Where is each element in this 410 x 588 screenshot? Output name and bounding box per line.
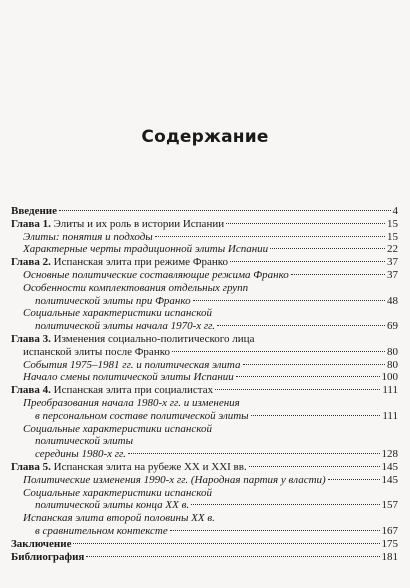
toc-entry-label: Глава 2. [11,256,51,269]
toc-entry-continuation: политической элиты конца XX в. [35,499,190,512]
toc-entry-page-number: 37 [387,256,398,269]
dot-leader [270,248,385,249]
toc-entry-label: Глава 4. [11,384,51,397]
dot-leader [215,389,380,390]
dot-leader [128,453,380,454]
toc-entry-label: Глава 1. [11,217,51,230]
toc-entry-title: Испанская элита при режиме Франко [50,256,229,269]
toc-entry-title: Испанская элита на рубеже XX и XXI вв. [50,460,247,473]
table-of-contents [11,205,398,563]
toc-entry-continuation: в персональном составе политической элиты [35,409,249,422]
toc-entry-page-number: 111 [382,384,398,397]
dot-leader [243,364,385,365]
toc-entry-page-number: 69 [387,320,398,333]
dot-leader [236,376,380,377]
dot-leader [155,236,385,237]
dot-leader [230,261,385,262]
toc-entry [11,282,398,308]
toc-entry-title: Элиты и их роль в истории Испании [50,217,225,230]
toc-entry [11,333,398,359]
toc-entry-title: Испанская элита при социалистах [50,384,214,397]
toc-entry-page-number: 80 [387,345,398,358]
toc-entry [11,307,398,333]
toc-entry-label: События 1975–1981 гг. и политическая элита [23,358,241,371]
dot-leader [226,223,385,224]
toc-entry [11,371,398,384]
toc-entry [11,474,398,487]
dot-leader [249,466,380,467]
toc-entry-label: Заключение [11,537,72,550]
dot-leader [291,274,385,275]
toc-entry-continuation: в сравнительном контексте [35,524,168,537]
toc-entry-label: Социальные характеристики испанской [23,486,212,499]
toc-entry-page-number: 181 [381,550,398,563]
toc-entry-label: Глава 3. [11,332,51,345]
dot-leader [170,530,380,531]
toc-entry-label: Глава 5. [11,460,51,473]
toc-entry [11,551,398,564]
toc-entry-continuation: середины 1980-х гг. [35,448,126,461]
toc-entry-label: Библиография [11,550,85,563]
toc-entry-page-number: 80 [387,358,398,371]
dot-leader [59,210,390,211]
toc-entry-page-number: 175 [381,537,398,550]
toc-entry [11,205,398,218]
toc-entry-page-number: 22 [387,243,398,256]
toc-entry-page-number: 145 [381,473,398,486]
dot-leader [73,543,379,544]
toc-entry-label: Социальные характеристики испанской [23,307,212,320]
toc-entry-page-number: 111 [382,409,398,422]
dot-leader [217,325,385,326]
dot-leader [86,556,379,557]
dot-leader [191,504,379,505]
toc-entry-label: Политические изменения 1990-х гг. (Народная партия у власти) [23,473,326,486]
toc-entry [11,218,398,231]
toc-entry-label: Начало смены политической элиты Испании [23,371,234,384]
toc-entry-label: Элиты: понятия и подходы [23,230,153,243]
toc-entry [11,359,398,372]
toc-entry-page-number: 37 [387,268,398,281]
toc-entry-label: Социальные характеристики испанской [23,422,212,435]
toc-entry-label: Испанская элита второй половины XX в. [23,512,215,525]
toc-entry [11,461,398,474]
page-title: Содержание [141,127,269,147]
toc-entry-label: Характерные черты традиционной элиты Испании [23,243,269,256]
toc-entry [11,269,398,282]
toc-entry [11,487,398,513]
toc-entry-page-number: 15 [387,230,398,243]
toc-entry-continuation: политической элиты [35,435,134,448]
toc-entry-continuation: политической элиты начала 1970-х гг. [35,320,216,333]
toc-entry [11,512,398,538]
toc-entry-page-number: 157 [381,499,398,512]
dot-leader [172,351,385,352]
dot-leader [328,479,380,480]
toc-entry [11,423,398,461]
toc-entry-page-number: 100 [381,371,398,384]
toc-entry-page-number: 128 [381,448,398,461]
toc-entry [11,231,398,244]
toc-entry [11,256,398,269]
toc-entry-page-number: 145 [381,460,398,473]
toc-entry-label: Основные политические составляющие режима Франко [23,268,289,281]
toc-entry [11,384,398,397]
toc-entry-continuation: политической элиты при Франко [35,294,191,307]
toc-entry-label: Введение [11,205,58,217]
toc-entry [11,538,398,551]
toc-entry-label: Особенности комплектования отдельных групп [23,281,249,294]
dot-leader [251,415,381,416]
toc-entry-continuation: испанской элиты после Франко [23,345,170,358]
toc-entry [11,243,398,256]
toc-entry-page-number: 167 [381,524,398,537]
toc-entry-title: Изменения социально-политического лица [50,332,255,345]
toc-entry-page-number: 4 [392,205,398,217]
toc-entry-label: Преобразования начала 1980-х гг. и изменения [23,396,240,409]
toc-entry [11,397,398,423]
dot-leader [193,300,385,301]
toc-entry-page-number: 48 [387,294,398,307]
toc-entry-page-number: 15 [387,217,398,230]
